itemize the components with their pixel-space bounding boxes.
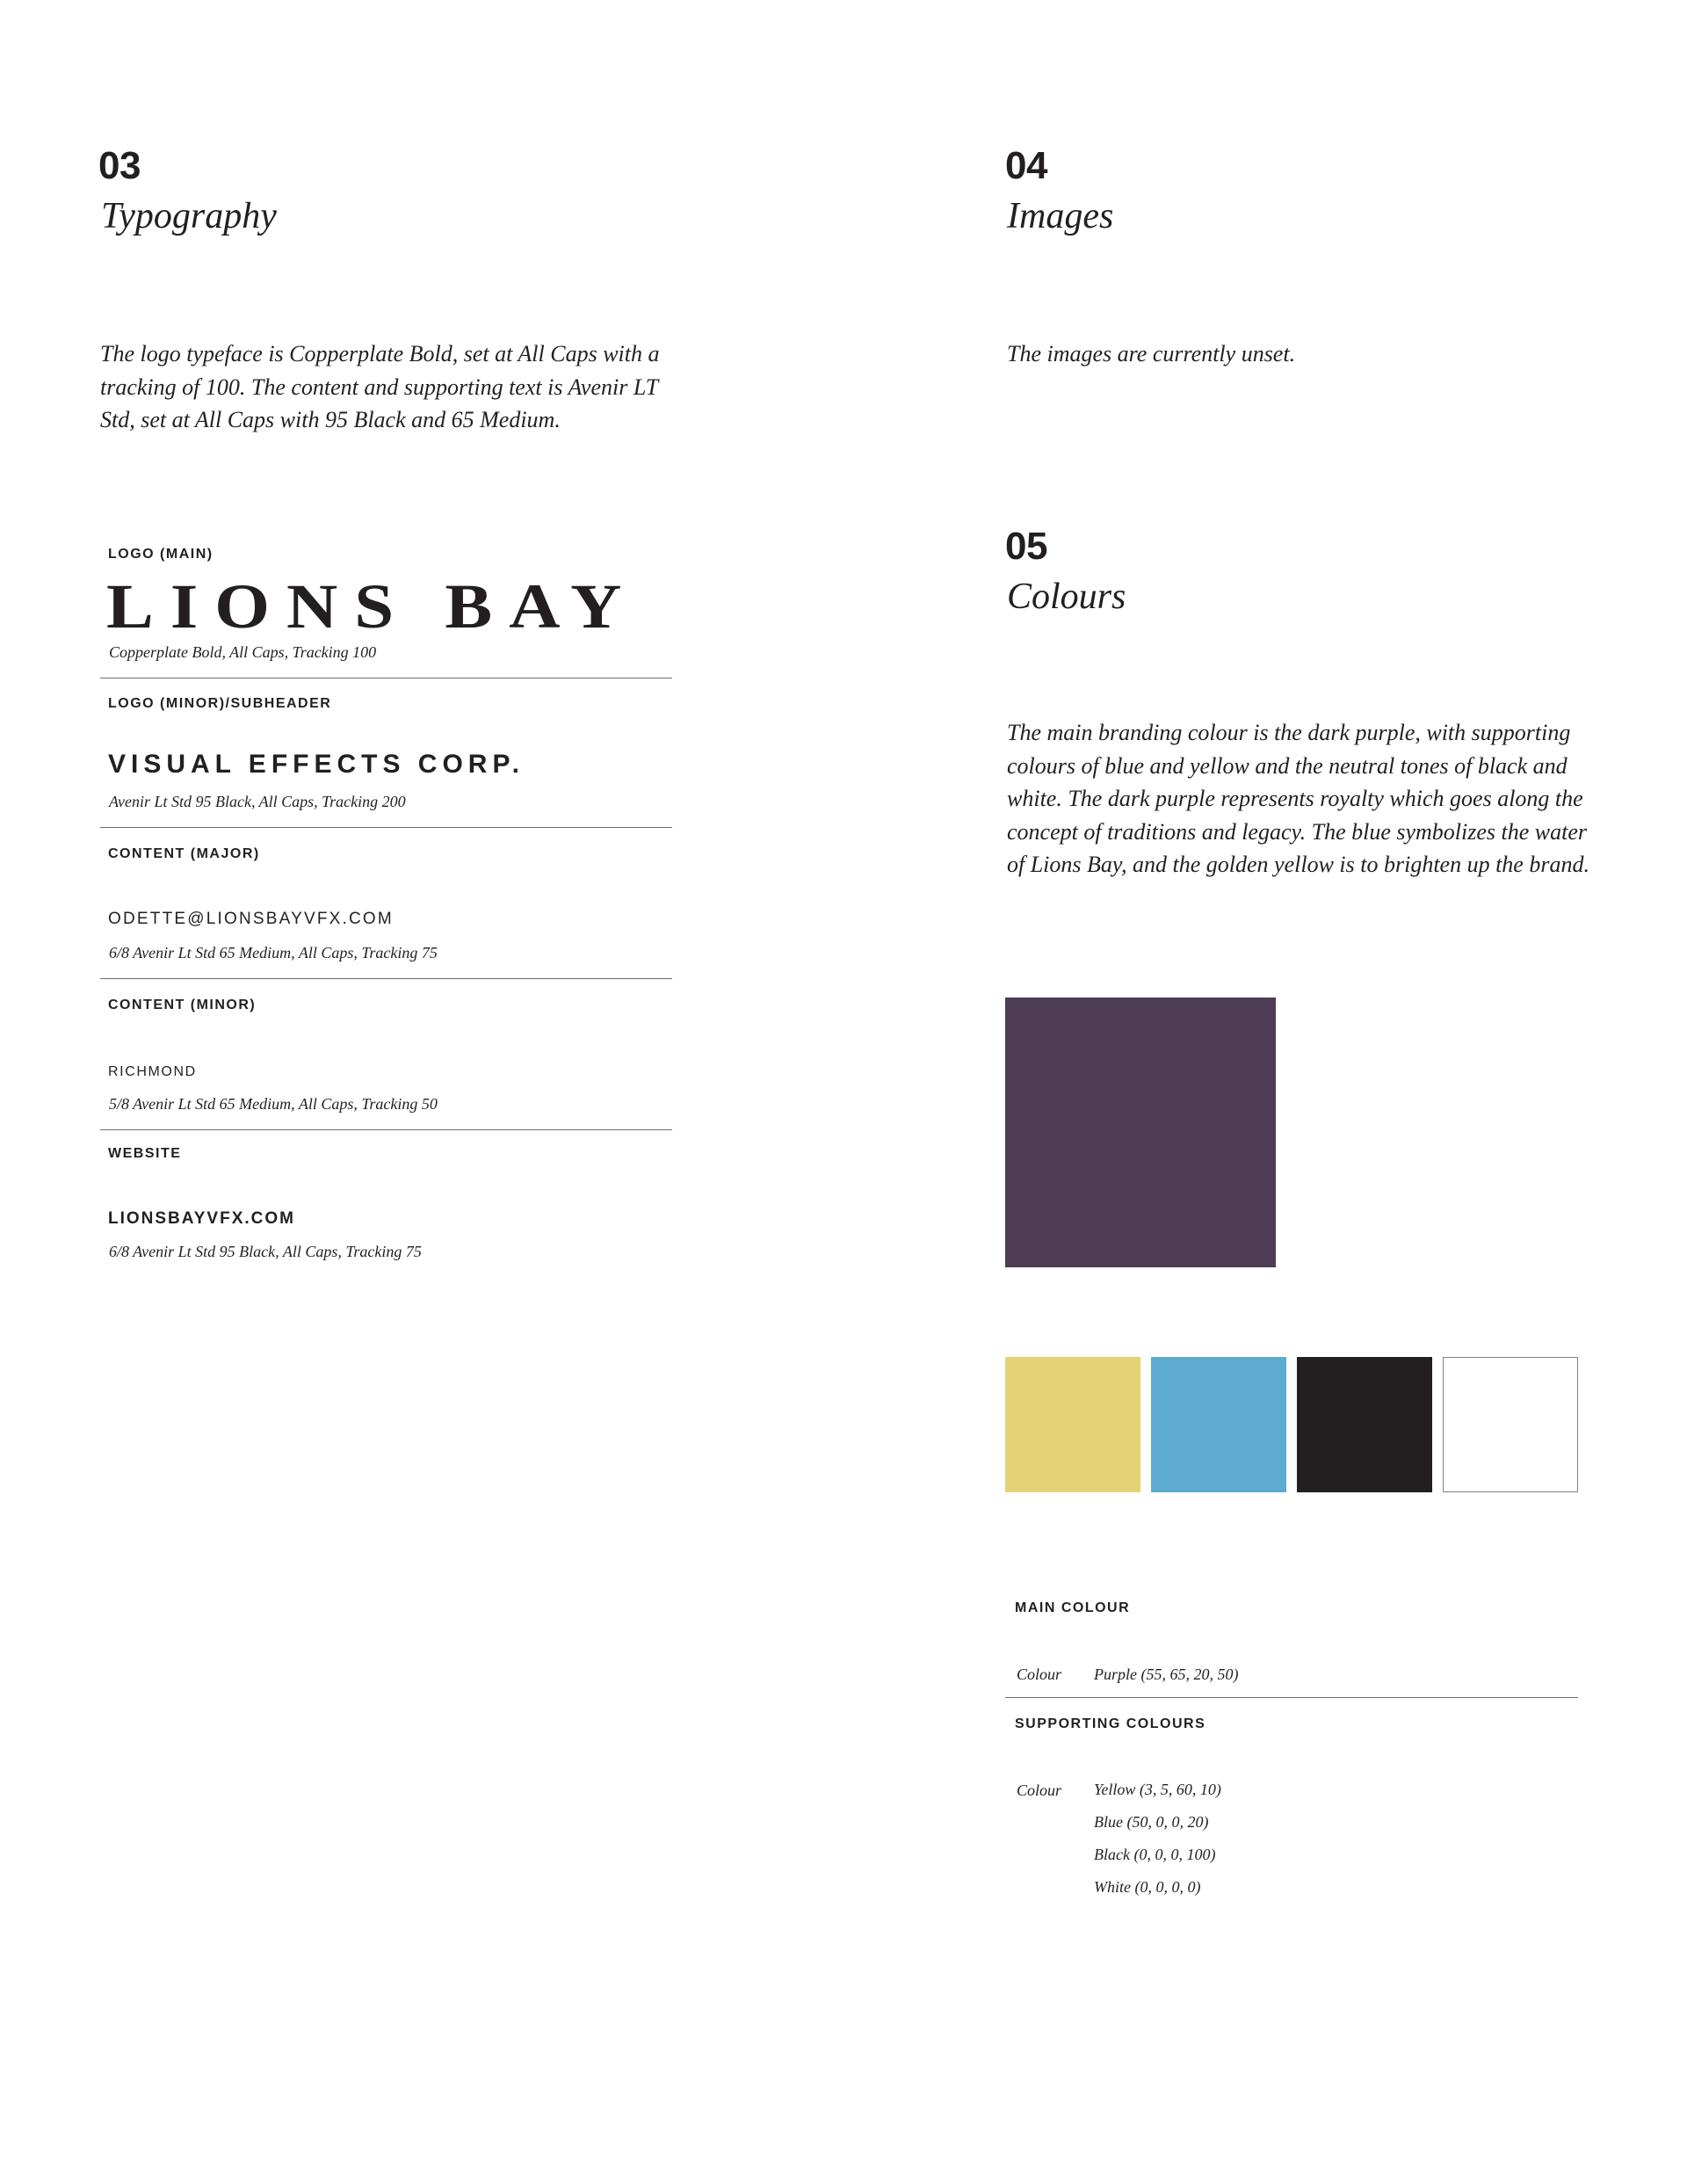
specimen-label-content-minor: CONTENT (MINOR)	[108, 998, 257, 1012]
specimen-divider	[100, 827, 672, 828]
images-section-number: 04	[1005, 144, 1047, 187]
specimen-sample-logo-main: LIONS BAY	[106, 571, 639, 642]
images-section-title: Images	[1007, 196, 1114, 236]
specimen-sample-content-major: ODETTE@LIONSBAYVFX.COM	[108, 910, 394, 928]
specimen-label-logo-minor: LOGO (MINOR)/SUBHEADER	[108, 696, 332, 711]
supporting-colour-white: White (0, 0, 0, 0)	[1094, 1878, 1201, 1896]
specimen-divider	[100, 978, 672, 979]
white-colour-swatch	[1443, 1357, 1578, 1492]
specimen-label-logo-main: LOGO (MAIN)	[108, 547, 214, 562]
typography-section-number: 03	[98, 144, 141, 187]
specimen-spec-content-major: 6/8 Avenir Lt Std 65 Medium, All Caps, Tracking 75	[109, 944, 438, 961]
main-colour-swatch	[1005, 998, 1276, 1267]
supporting-colours-values	[1094, 1774, 1221, 1904]
specimen-sample-content-minor: RICHMOND	[108, 1064, 197, 1079]
specimen-label-website: WEBSITE	[108, 1146, 182, 1161]
main-colour-label: MAIN COLOUR	[1015, 1600, 1131, 1615]
black-colour-swatch	[1297, 1357, 1432, 1492]
main-colour-value: Purple (55, 65, 20, 50)	[1094, 1665, 1239, 1683]
supporting-colour-yellow: Yellow (3, 5, 60, 10)	[1094, 1781, 1221, 1798]
specimen-spec-logo-main: Copperplate Bold, All Caps, Tracking 100	[109, 643, 377, 661]
supporting-colours-row-label: Colour	[1017, 1781, 1062, 1799]
specimen-spec-logo-minor: Avenir Lt Std 95 Black, All Caps, Tracking 200	[109, 793, 406, 810]
colours-section-number: 05	[1005, 525, 1047, 568]
specimen-spec-content-minor: 5/8 Avenir Lt Std 65 Medium, All Caps, Tracking 50	[109, 1095, 438, 1113]
yellow-colour-swatch	[1005, 1357, 1140, 1492]
specimen-sample-website: LIONSBAYVFX.COM	[108, 1209, 295, 1228]
supporting-colour-blue: Blue (50, 0, 0, 20)	[1094, 1813, 1209, 1831]
blue-colour-swatch	[1151, 1357, 1286, 1492]
colours-section-title: Colours	[1007, 577, 1126, 617]
specimen-spec-website: 6/8 Avenir Lt Std 95 Black, All Caps, Tracking 75	[109, 1243, 422, 1260]
typography-description: The logo typeface is Copperplate Bold, set at All Caps with a tracking of 100. The content and supporting text is Avenir LT Std, set at All Caps with 95 Black and 65 Medium.	[100, 341, 660, 432]
supporting-colour-black: Black (0, 0, 0, 100)	[1094, 1846, 1216, 1863]
specimen-sample-logo-minor: VISUAL EFFECTS CORP.	[108, 750, 525, 779]
images-description: The images are currently unset.	[1007, 341, 1296, 366]
supporting-colours-label: SUPPORTING COLOURS	[1015, 1716, 1206, 1731]
colours-description: The main branding colour is the dark purple, with supporting colours of blue and yellow and the neutral tones of black and white. The dark purple represents royalty which goes along the concept of traditions and legacy. The blue symbolizes the water of Lions Bay, and the golden yellow is to brighten up the brand.	[1007, 720, 1589, 877]
typography-section-title: Typography	[101, 196, 277, 236]
main-colour-row-label: Colour	[1017, 1665, 1062, 1683]
specimen-label-content-major: CONTENT (MAJOR)	[108, 846, 260, 861]
specimen-divider	[100, 1129, 672, 1130]
colour-table-divider	[1005, 1697, 1578, 1698]
